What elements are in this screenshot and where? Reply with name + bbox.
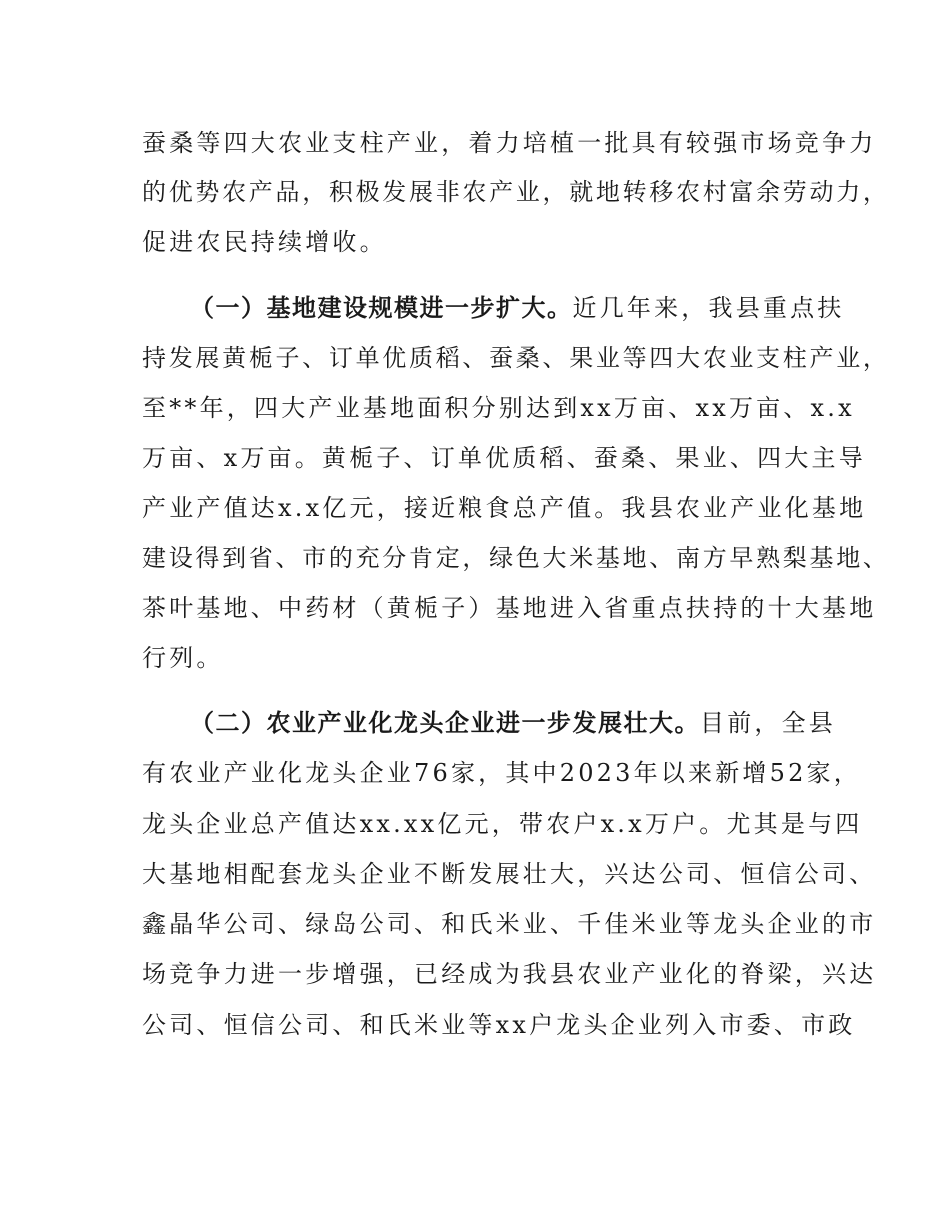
paragraph-line: 鑫晶华公司、绿岛公司、和氏米业、千佳米业等龙头企业的市 bbox=[142, 910, 877, 938]
section-2-first-line-text: 目前，全县 bbox=[700, 709, 836, 737]
paragraph-line: 有农业产业化龙头企业76家，其中2023年以来新增52家， bbox=[142, 759, 861, 787]
paragraph-line: 促进农民持续增收。 bbox=[142, 228, 387, 256]
paragraph-line: 茶叶基地、中药材（黄栀子）基地进入省重点扶持的十大基地 bbox=[142, 594, 877, 622]
section-1-first-line bbox=[190, 293, 845, 323]
paragraph-line: 龙头企业总产值达xx.xx亿元，带农户x.x万户。尤其是与四 bbox=[142, 810, 863, 838]
paragraph-line: 产业产值达x.x亿元，接近粮食总产值。我县农业产业化基地 bbox=[142, 494, 867, 522]
paragraph-line: 场竞争力进一步增强，已经成为我县农业产业化的脊梁，兴达 bbox=[142, 960, 877, 988]
paragraph-line: 持发展黄栀子、订单优质稻、蚕桑、果业等四大农业支柱产业， bbox=[142, 344, 890, 372]
paragraph-line: 至**年，四大产业基地面积分别达到xx万亩、xx万亩、x.x bbox=[142, 394, 855, 422]
paragraph-line: 万亩、x万亩。黄栀子、订单优质稻、蚕桑、果业、四大主导 bbox=[142, 444, 866, 472]
paragraph-line: 公司、恒信公司、和氏米业等xx户龙头企业列入市委、市政 bbox=[142, 1011, 856, 1039]
paragraph-line: 行列。 bbox=[142, 644, 224, 672]
section-1-heading: （一）基地建设规模进一步扩大。 bbox=[190, 294, 573, 322]
paragraph-line: 建设得到省、市的充分肯定，绿色大米基地、南方早熟梨基地、 bbox=[142, 544, 890, 572]
paragraph-line: 的优势农产品，积极发展非农产业，就地转移农村富余劳动力， bbox=[142, 178, 890, 206]
section-1-first-line-text: 近几年来，我县重点扶 bbox=[572, 294, 845, 322]
section-2-first-line bbox=[190, 708, 836, 738]
paragraph-line: 大基地相配套龙头企业不断发展壮大，兴达公司、恒信公司、 bbox=[142, 860, 877, 888]
paragraph-line: 蚕桑等四大农业支柱产业，着力培植一批具有较强市场竞争力 bbox=[142, 129, 877, 157]
section-2-heading: （二）农业产业化龙头企业进一步发展壮大。 bbox=[190, 709, 700, 737]
